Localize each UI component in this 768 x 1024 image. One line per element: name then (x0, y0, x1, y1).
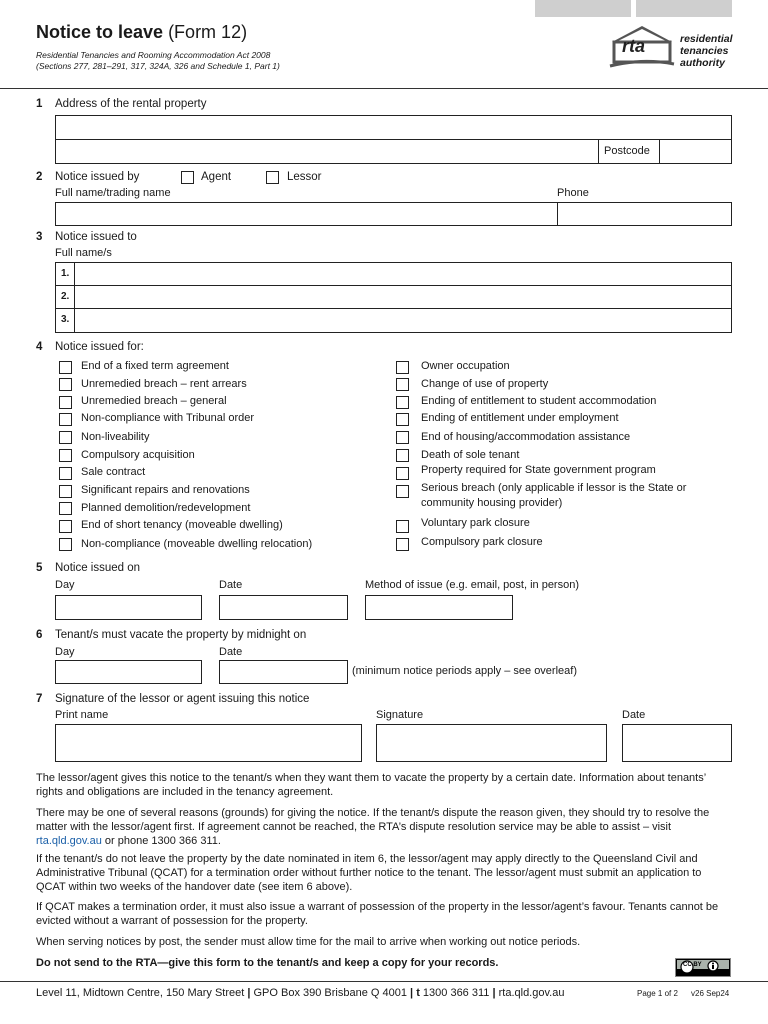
tenant-2-field[interactable] (74, 285, 732, 309)
notice-period-note: (minimum notice periods apply – see overleaf) (352, 665, 577, 677)
day-label: Day (55, 646, 75, 658)
form-version: v26 Sep24 (691, 989, 730, 998)
section-6-number: 6 (36, 629, 43, 641)
ground-label: Planned demolition/redevelopment (81, 502, 251, 514)
info-paragraph-2: There may be one of several reasons (grounds) for giving the notice. If the tenant/s dispute the reason given, they should try to resolve the matter with the lessor/agent first. If agreement cannot be reached, the RTA’s dispute resolution service may be able to assist – visit rta.qld.gov.au or phone 1300 366 311. (36, 807, 710, 847)
cc-license-icon: CC BY (675, 958, 731, 977)
day-label: Day (55, 579, 75, 591)
info-paragraph-4: If QCAT makes a termination order, it must also issue a warrant of possession of the property in the lessor/agent’s favour. Tenants cannot be evicted without a warrant of possession for the property. (36, 901, 719, 927)
tenant-1-field[interactable] (74, 262, 732, 286)
tenant-3-field[interactable] (74, 308, 732, 333)
ground-label: End of a fixed term agreement (81, 360, 229, 372)
tenant-row-number: 1. (55, 262, 75, 286)
full-names-label: Full name/s (55, 247, 112, 259)
ground-checkbox[interactable] (396, 467, 409, 480)
ground-checkbox[interactable] (396, 431, 409, 444)
ground-checkbox[interactable] (59, 396, 72, 409)
page-number: Page 1 of 2 (637, 989, 678, 998)
ground-label: Significant repairs and renovations (81, 484, 250, 496)
ground-checkbox[interactable] (59, 431, 72, 444)
issued-day-field[interactable] (55, 595, 202, 620)
section-1-number: 1 (36, 98, 43, 110)
section-7-number: 7 (36, 693, 43, 705)
ground-label: Non-compliance with Tribunal order (81, 412, 255, 424)
vacate-date-field[interactable] (219, 660, 348, 684)
ground-checkbox[interactable] (396, 413, 409, 426)
section-5-heading: Notice issued on (55, 562, 141, 574)
ground-checkbox[interactable] (396, 520, 409, 533)
ground-label: Owner occupation (421, 360, 510, 372)
ground-checkbox[interactable] (59, 520, 72, 533)
issuer-name-field[interactable] (55, 202, 558, 226)
tenant-row-number: 3. (55, 308, 75, 333)
do-not-send-notice: Do not send to the RTA—give this form to the tenant/s and keep a copy for your records. (36, 957, 499, 969)
phone-label: Phone (557, 187, 589, 199)
ground-label: Sale contract (81, 466, 146, 478)
full-name-label: Full name/trading name (55, 187, 171, 199)
ground-label: Change of use of property (421, 378, 549, 390)
ground-label: Voluntary park closure (421, 517, 530, 529)
ground-checkbox[interactable] (59, 538, 72, 551)
signature-label: Signature (376, 709, 424, 721)
ground-checkbox[interactable] (59, 413, 72, 426)
tenant-row-number: 2. (55, 285, 75, 309)
ground-checkbox[interactable] (59, 485, 72, 498)
issuer-phone-field[interactable] (557, 202, 732, 226)
signature-field[interactable] (376, 724, 607, 762)
footer-address: Level 11, Midtown Centre, 150 Mary Street | GPO Box 390 Brisbane Q 4001 | t 1300 366 311 | rta.qld.gov.au (36, 987, 565, 999)
footer-gpo: GPO Box 390 Brisbane Q 4001 (253, 987, 407, 999)
lessor-checkbox[interactable] (266, 171, 279, 184)
address-line-1-field[interactable] (55, 115, 732, 140)
section-4-number: 4 (36, 341, 43, 353)
page-title: Notice to leave (Form 12) (36, 22, 248, 42)
rta-website-link[interactable]: rta.qld.gov.au (36, 835, 102, 847)
ground-label: Unremedied breach – rent arrears (81, 378, 247, 390)
date-label: Date (219, 579, 243, 591)
ground-label: End of short tenancy (moveable dwelling) (81, 519, 283, 531)
ground-checkbox[interactable] (396, 538, 409, 551)
vacate-day-field[interactable] (55, 660, 202, 684)
footer-divider (0, 981, 768, 982)
info-paragraph-1: The lessor/agent gives this notice to the tenant/s when they want them to vacate the property by a certain date. Information about tenants’ rights and obligations are included in the tenancy agreement. (36, 772, 706, 798)
footer-website-link[interactable]: rta.qld.gov.au (498, 987, 565, 999)
rta-logo-icon: rta (608, 24, 676, 70)
logo-text: residential tenancies authority (680, 33, 733, 69)
method-label: Method of issue (e.g. email, post, in person) (365, 579, 579, 591)
header-divider (0, 88, 768, 89)
ground-checkbox[interactable] (59, 378, 72, 391)
lessor-label: Lessor (287, 171, 322, 183)
section-5-number: 5 (36, 562, 43, 574)
section-2-heading: Notice issued by (55, 171, 140, 183)
act-reference: Residential Tenancies and Rooming Accommodation Act 2008 (Sections 277, 281–291, 317, 324A, 326 and Schedule 1, Part 1) (36, 50, 280, 71)
ground-checkbox[interactable] (59, 361, 72, 374)
signature-date-field[interactable] (622, 724, 732, 762)
date-label: Date (219, 646, 243, 658)
ground-label: Property required for State government program (421, 464, 656, 476)
ground-label: Non-compliance (moveable dwelling relocation) (81, 538, 313, 550)
postcode-label-cell: Postcode (598, 139, 660, 164)
ground-checkbox[interactable] (59, 467, 72, 480)
info-paragraph-5: When serving notices by post, the sender must allow time for the mail to arrive when working out notice periods. (36, 936, 581, 948)
section-6-heading: Tenant/s must vacate the property by midnight on (55, 629, 307, 641)
ground-label: Unremedied breach – general (81, 395, 227, 407)
print-name-field[interactable] (55, 724, 362, 762)
ground-label: Compulsory acquisition (81, 449, 195, 461)
print-name-label: Print name (55, 709, 109, 721)
ground-checkbox[interactable] (396, 378, 409, 391)
ground-label: Compulsory park closure (421, 536, 543, 548)
ground-label: Non-liveability (81, 431, 150, 443)
postcode-field[interactable] (659, 139, 732, 164)
section-3-heading: Notice issued to (55, 231, 137, 243)
ground-checkbox[interactable] (396, 396, 409, 409)
ground-checkbox[interactable] (59, 449, 72, 462)
issued-date-field[interactable] (219, 595, 348, 620)
footer-phone: 1300 366 311 (422, 987, 490, 999)
section-4-heading: Notice issued for: (55, 341, 144, 353)
section-7-heading: Signature of the lessor or agent issuing this notice (55, 693, 310, 705)
ground-label: Serious breach (only applicable if lessor is the State or (421, 482, 687, 494)
date-label: Date (622, 709, 646, 721)
ground-checkbox[interactable] (59, 502, 72, 515)
section-2-number: 2 (36, 171, 43, 183)
ground-checkbox[interactable] (396, 449, 409, 462)
agent-label: Agent (201, 171, 232, 183)
section-1-heading: Address of the rental property (55, 98, 207, 110)
ground-label: Ending of entitlement to student accommodation (421, 395, 657, 407)
ground-label: Ending of entitlement under employment (421, 412, 619, 424)
ground-checkbox[interactable] (396, 485, 409, 498)
issue-method-field[interactable] (365, 595, 513, 620)
agent-checkbox[interactable] (181, 171, 194, 184)
ground-checkbox[interactable] (396, 361, 409, 374)
ground-label: End of housing/accommodation assistance (421, 431, 631, 443)
header-tab-2[interactable] (636, 0, 732, 17)
section-3-number: 3 (36, 231, 43, 243)
ground-label-continued: community housing provider) (421, 497, 563, 509)
ground-label: Death of sole tenant (421, 449, 520, 461)
info-paragraph-3: If the tenant/s do not leave the property by the date nominated in item 6, the lessor/agent may apply directly to the Queensland Civil and Administrative Tribunal (QCAT) for a termination order without further notice to the tenant. The lessor/agent must submit an application to QCAT within two weeks of the handover date (see item 6 above). (36, 853, 702, 893)
address-line-2-field[interactable] (55, 139, 599, 164)
header-tab-1[interactable] (535, 0, 631, 17)
